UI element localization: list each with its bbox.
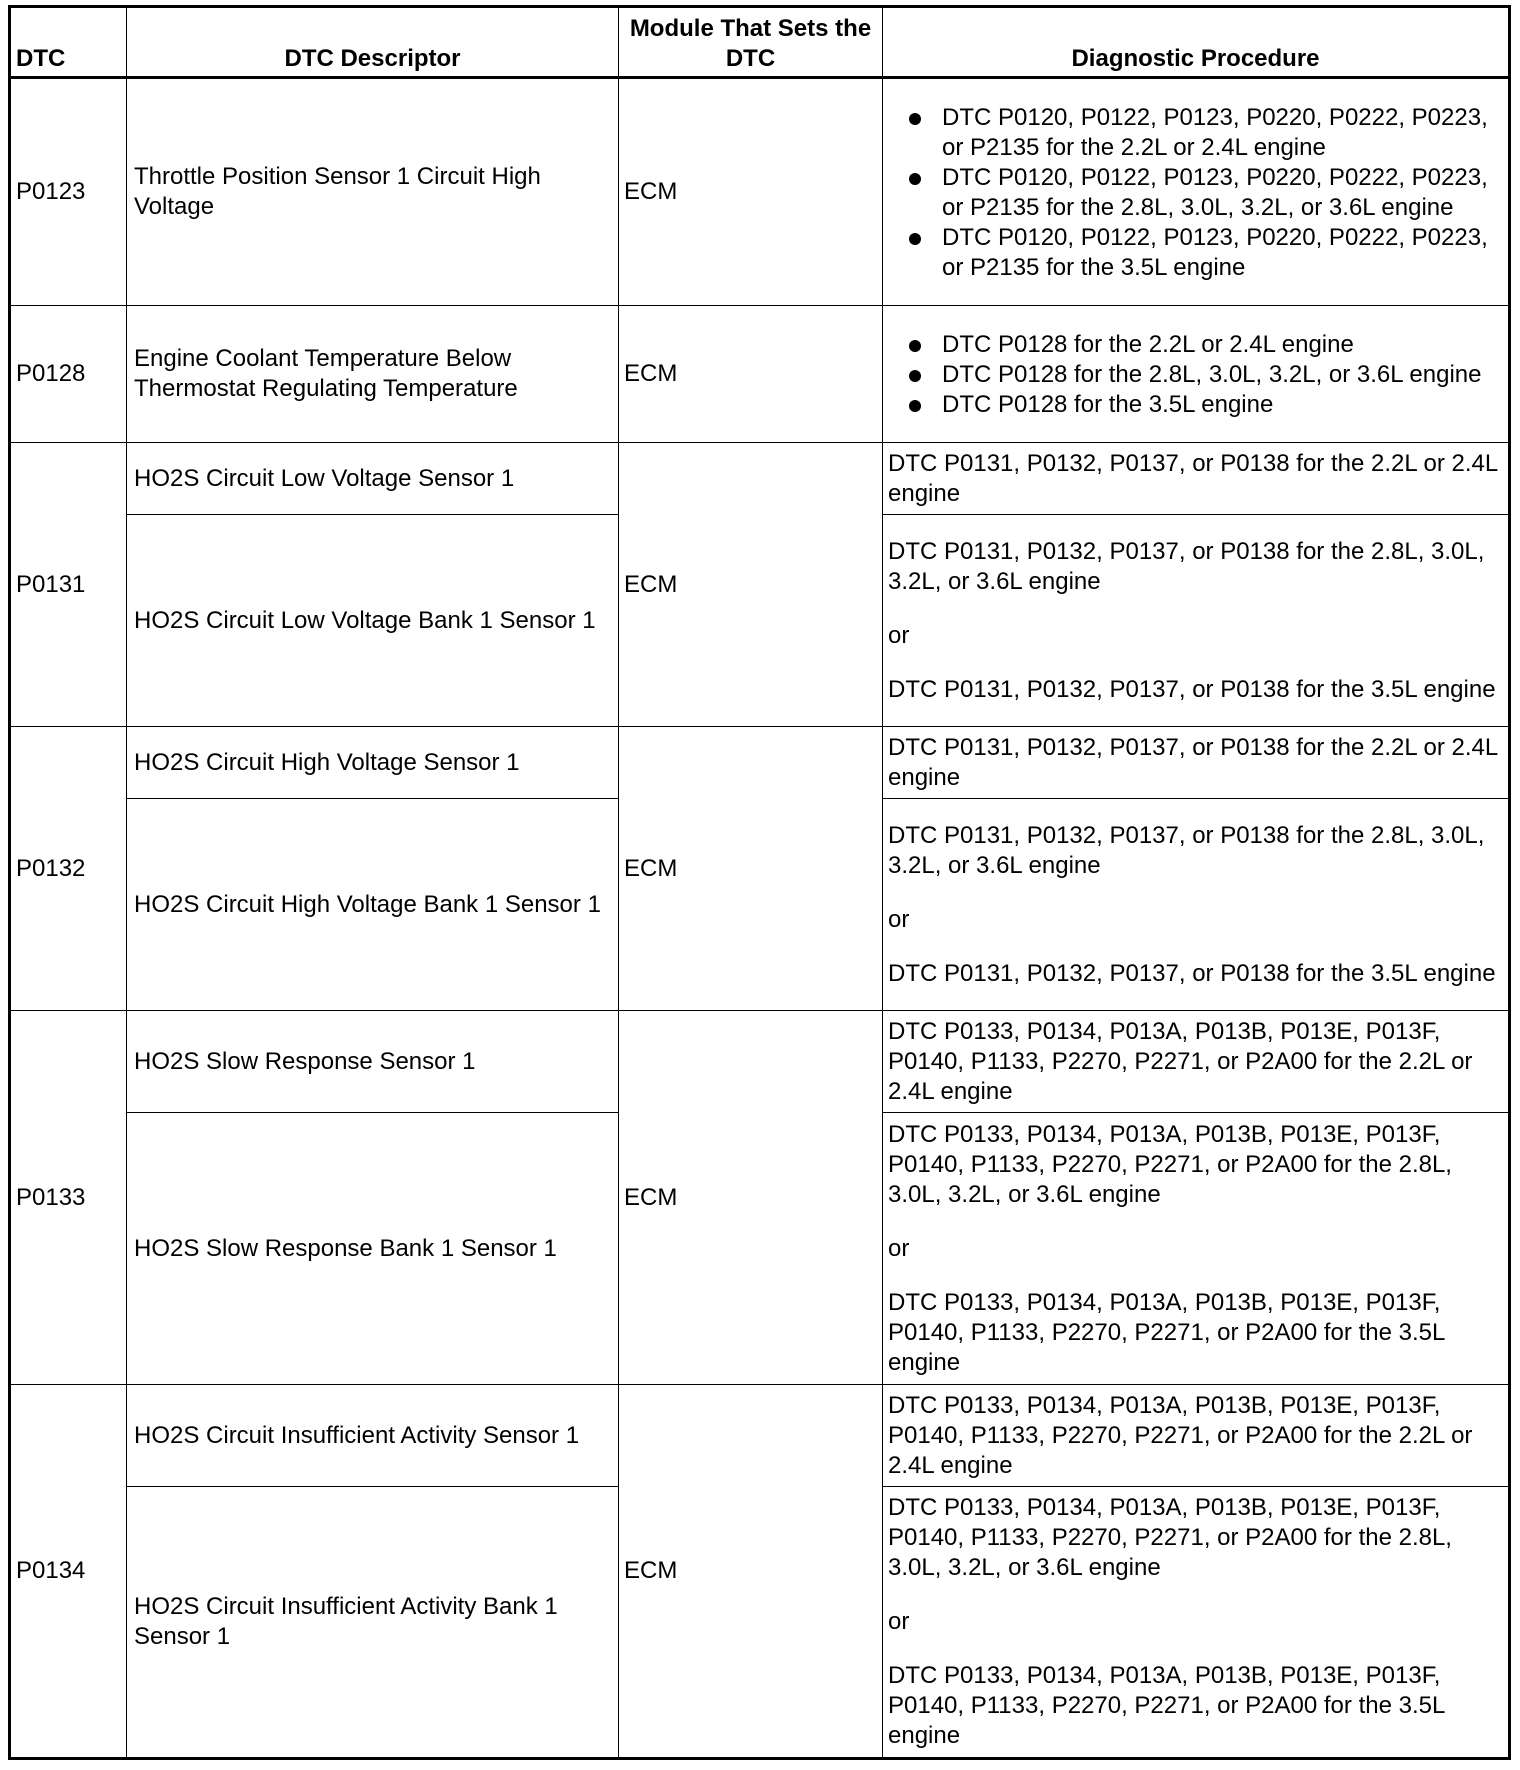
bullet-icon — [909, 173, 921, 185]
table-row — [10, 1011, 1510, 1113]
procedure-link[interactable]: DTC P0133, P0134, P013A, P013B, P013E, P013F, P0140, P1133, P2270, P2271, or P2A00 for the 2.2L or 2.4L engine — [883, 1385, 1510, 1487]
dtc-code: P0133 — [10, 1011, 127, 1385]
table-row — [10, 78, 1510, 306]
or-text: or — [888, 621, 910, 649]
dtc-descriptor: HO2S Circuit Insufficient Activity Sensor 1 — [127, 1385, 619, 1487]
module: ECM — [619, 443, 883, 727]
dtc-descriptor: HO2S Circuit High Voltage Bank 1 Sensor 1 — [127, 799, 619, 1011]
procedure-link[interactable]: DTC P0128 for the 2.8L, 3.0L, 3.2L, or 3.6L engine — [942, 361, 1482, 388]
dtc-descriptor: HO2S Circuit Low Voltage Sensor 1 — [127, 443, 619, 515]
diagnostic-procedure — [883, 1487, 1510, 1759]
module: ECM — [619, 306, 883, 443]
module: ECM — [619, 78, 883, 306]
dtc-descriptor: HO2S Circuit Insufficient Activity Bank 1 Sensor 1 — [127, 1487, 619, 1759]
header-procedure: Diagnostic Procedure — [883, 7, 1510, 78]
procedure-link[interactable]: DTC P0128 for the 3.5L engine — [942, 391, 1274, 418]
diagnostic-procedure — [883, 515, 1510, 727]
or-text: or — [888, 1234, 910, 1262]
or-text: or — [888, 1608, 910, 1635]
diagnostic-procedure — [883, 78, 1510, 306]
procedure-link[interactable]: DTC P0133, P0134, P013A, P013B, P013E, P013F, P0140, P1133, P2270, P2271, or P2A00 for the 3.5L engine — [888, 1662, 1445, 1749]
procedure-link[interactable]: DTC P0133, P0134, P013A, P013B, P013E, P013F, P0140, P1133, P2270, P2271, or P2A00 for the 2.8L, 3.0L, 3.2L, or 3.6L engine — [888, 1120, 1452, 1208]
dtc-descriptor: HO2S Slow Response Bank 1 Sensor 1 — [127, 1113, 619, 1385]
header-module: Module That Sets the DTC — [619, 7, 883, 78]
table-row — [10, 1385, 1510, 1487]
bullet-icon — [909, 370, 921, 382]
procedure-link[interactable]: DTC P0131, P0132, P0137, or P0138 for the 3.5L engine — [888, 675, 1496, 703]
dtc-descriptor: HO2S Circuit High Voltage Sensor 1 — [127, 727, 619, 799]
procedure-link[interactable]: DTC P0131, P0132, P0137, or P0138 for the 2.2L or 2.4L engine — [883, 727, 1510, 799]
dtc-code: P0131 — [10, 443, 127, 727]
procedure-item — [889, 103, 1502, 163]
table-header-row — [10, 7, 1510, 78]
diagnostic-procedure — [883, 306, 1510, 443]
procedure-list — [889, 103, 1502, 283]
procedure-item — [889, 223, 1502, 283]
header-descriptor: DTC Descriptor — [127, 7, 619, 78]
procedure-link[interactable]: DTC P0131, P0132, P0137, or P0138 for the 2.8L, 3.0L, 3.2L, or 3.6L engine — [888, 537, 1485, 595]
procedure-link[interactable]: DTC P0128 for the 2.2L or 2.4L engine — [942, 331, 1354, 358]
header-dtc: DTC — [10, 7, 127, 78]
module: ECM — [619, 1011, 883, 1385]
dtc-code: P0123 — [10, 78, 127, 306]
procedure-link[interactable]: DTC P0120, P0122, P0123, P0220, P0222, P0223, or P2135 for the 3.5L engine — [942, 224, 1488, 281]
procedure-item — [889, 330, 1502, 360]
bullet-icon — [909, 113, 921, 125]
table-row — [10, 443, 1510, 515]
procedure-item — [889, 163, 1502, 223]
procedure-link[interactable]: DTC P0131, P0132, P0137, or P0138 for the 2.2L or 2.4L engine — [883, 443, 1510, 515]
procedure-item — [889, 360, 1502, 390]
dtc-descriptor: Throttle Position Sensor 1 Circuit High Voltage — [127, 78, 619, 306]
bullet-icon — [909, 400, 921, 412]
bullet-icon — [909, 233, 921, 245]
dtc-descriptor: HO2S Circuit Low Voltage Bank 1 Sensor 1 — [127, 515, 619, 727]
procedure-link[interactable]: DTC P0131, P0132, P0137, or P0138 for the 2.8L, 3.0L, 3.2L, or 3.6L engine — [888, 821, 1485, 879]
dtc-code: P0132 — [10, 727, 127, 1011]
module: ECM — [619, 1385, 883, 1759]
module: ECM — [619, 727, 883, 1011]
dtc-table — [8, 5, 1511, 1760]
procedure-link[interactable]: DTC P0131, P0132, P0137, or P0138 for the 3.5L engine — [888, 959, 1496, 987]
dtc-table-container — [8, 5, 1511, 1760]
procedure-item — [889, 390, 1502, 420]
procedure-link[interactable]: DTC P0133, P0134, P013A, P013B, P013E, P013F, P0140, P1133, P2270, P2271, or P2A00 for the 2.2L or 2.4L engine — [883, 1011, 1510, 1113]
table-row — [10, 727, 1510, 799]
procedure-link[interactable]: DTC P0133, P0134, P013A, P013B, P013E, P013F, P0140, P1133, P2270, P2271, or P2A00 for the 3.5L engine — [888, 1288, 1445, 1376]
diagnostic-procedure — [883, 1113, 1510, 1385]
procedure-link[interactable]: DTC P0133, P0134, P013A, P013B, P013E, P013F, P0140, P1133, P2270, P2271, or P2A00 for the 2.8L, 3.0L, 3.2L, or 3.6L engine — [888, 1494, 1452, 1581]
diagnostic-procedure — [883, 799, 1510, 1011]
or-text: or — [888, 905, 910, 933]
procedure-link[interactable]: DTC P0120, P0122, P0123, P0220, P0222, P0223, or P2135 for the 2.2L or 2.4L engine — [942, 104, 1488, 161]
dtc-descriptor: HO2S Slow Response Sensor 1 — [127, 1011, 619, 1113]
dtc-descriptor: Engine Coolant Temperature Below Thermostat Regulating Temperature — [127, 306, 619, 443]
dtc-code: P0128 — [10, 306, 127, 443]
dtc-code: P0134 — [10, 1385, 127, 1759]
procedure-link[interactable]: DTC P0120, P0122, P0123, P0220, P0222, P0223, or P2135 for the 2.8L, 3.0L, 3.2L, or 3.6L engine — [942, 164, 1488, 221]
procedure-list — [889, 330, 1502, 420]
bullet-icon — [909, 340, 921, 352]
table-row — [10, 306, 1510, 443]
